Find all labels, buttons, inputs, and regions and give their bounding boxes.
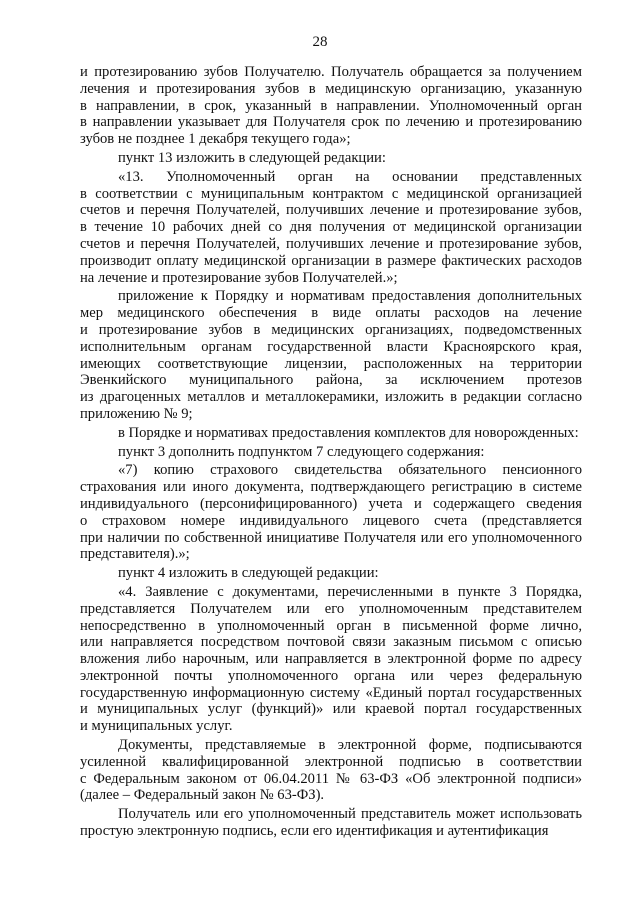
paragraph: [80, 462, 582, 563]
text-line: зубов не позднее 1 декабря текущего года»;: [80, 131, 351, 148]
text-line: пункт 13 изложить в следующей редакции:: [118, 149, 386, 166]
text-line: государственную информационную систему «Единый портал государственных: [80, 684, 582, 701]
text-line: Документы, представляемые в электронной форме, подписываются: [118, 737, 582, 754]
text-line: из драгоценных металлов и металлокерамики, изложить в редакции согласно: [80, 389, 582, 406]
text-line: представителя).»;: [80, 546, 190, 563]
text-line: и протезирование зубов в медицинских организациях, подведомственных: [80, 321, 582, 338]
text-line: представляется Получателем или его уполномоченным представителем: [80, 600, 582, 617]
text-line: мер медицинского обеспечения в виде оплаты расходов на лечение: [80, 305, 582, 322]
text-line: Эвенкийского муниципального района, за исключением протезов: [80, 372, 582, 389]
text-line: приложение к Порядку и нормативам предоставления дополнительных: [118, 288, 582, 305]
text-line: вложения либо нарочным, или направляется в электронной форме по адресу: [80, 651, 582, 668]
text-line: о страховом номере индивидуального лицевого счета (представляется: [80, 512, 582, 529]
paragraph: [80, 584, 582, 735]
paragraph: [80, 737, 582, 804]
text-line: при наличии по собственной инициативе Получателя или его уполномоченного: [80, 529, 582, 546]
text-line: или направляется посредством почтовой связи заказным письмом с описью: [80, 634, 582, 651]
text-line: и протезированию зубов Получателю. Получатель обращается за получением: [80, 64, 582, 80]
text-line: в направлении, в срок, указанный в направлении. Уполномоченный орган: [80, 97, 582, 114]
text-line: на лечение и протезирование зубов Получателей.»;: [80, 269, 398, 286]
page-number: 28: [312, 34, 328, 50]
text-line: непосредственно в уполномоченный орган в письменной форме лично,: [80, 617, 582, 634]
paragraph: [80, 444, 582, 461]
text-line: счетов и перечня Получателей, получивших лечение и протезирование зубов,: [80, 202, 582, 219]
document-body: [80, 64, 582, 842]
text-line: лечения и протезирования зубов в медицинскую организацию, указанную: [80, 80, 582, 97]
text-line: в соответствии с муниципальным контрактом с медицинской организацией: [80, 185, 582, 202]
paragraph: [80, 565, 582, 582]
text-line: «4. Заявление с документами, перечисленными в пункте 3 Порядка,: [118, 583, 582, 600]
text-line: с Федеральным законом от 06.04.2011 № 63-ФЗ «Об электронной подписи»: [80, 770, 582, 787]
text-line: Получатель или его уполномоченный представитель может использовать: [118, 806, 582, 823]
text-line: и муниципальных услуг (функций)» или краевой портал государственных: [80, 701, 582, 718]
text-line: счетов и перечня Получателей, получивших лечение и протезирование зубов,: [80, 235, 582, 252]
text-line: в течение 10 рабочих дней со дня получения от медицинской организации: [80, 219, 582, 236]
text-line: пункт 3 дополнить подпунктом 7 следующего содержания:: [118, 443, 485, 460]
paragraph: [80, 425, 582, 442]
paragraph: [80, 806, 582, 840]
text-line: «7) копию страхового свидетельства обязательного пенсионного: [118, 462, 582, 479]
text-line: пункт 4 изложить в следующей редакции:: [118, 565, 379, 582]
text-line: (далее – Федеральный закон № 63-ФЗ).: [80, 787, 325, 804]
text-line: производит оплату медицинской организации в размере фактических расходов: [80, 252, 582, 269]
text-line: «13. Уполномоченный орган на основании представленных: [118, 168, 582, 185]
text-line: индивидуального (персонифицированного) учета и содержащего сведения: [80, 495, 582, 512]
text-line: приложению № 9;: [80, 405, 193, 422]
text-line: страхования или иного документа, подтверждающего регистрацию в системе: [80, 479, 582, 496]
text-line: в направлении указывает для Получателя срок по лечению и протезированию: [80, 114, 582, 131]
text-line: в Порядке и нормативах предоставления комплектов для новорожденных:: [118, 424, 579, 441]
paragraph: [80, 150, 582, 167]
paragraph: [80, 169, 582, 287]
text-line: усиленной квалифицированной электронной подписью в соответствии: [80, 753, 582, 770]
paragraph: [80, 64, 582, 148]
text-line: имеющих соответствующие лицензии, расположенных на территории: [80, 355, 582, 372]
text-line: исполнительным органам государственной власти Красноярского края,: [80, 338, 582, 355]
text-line: простую электронную подпись, если его идентификация и аутентификация: [80, 823, 549, 840]
paragraph: [80, 288, 582, 422]
text-line: и муниципальных услуг.: [80, 718, 233, 735]
text-line: электронной почты уполномоченного органа или через федеральную: [80, 667, 582, 684]
